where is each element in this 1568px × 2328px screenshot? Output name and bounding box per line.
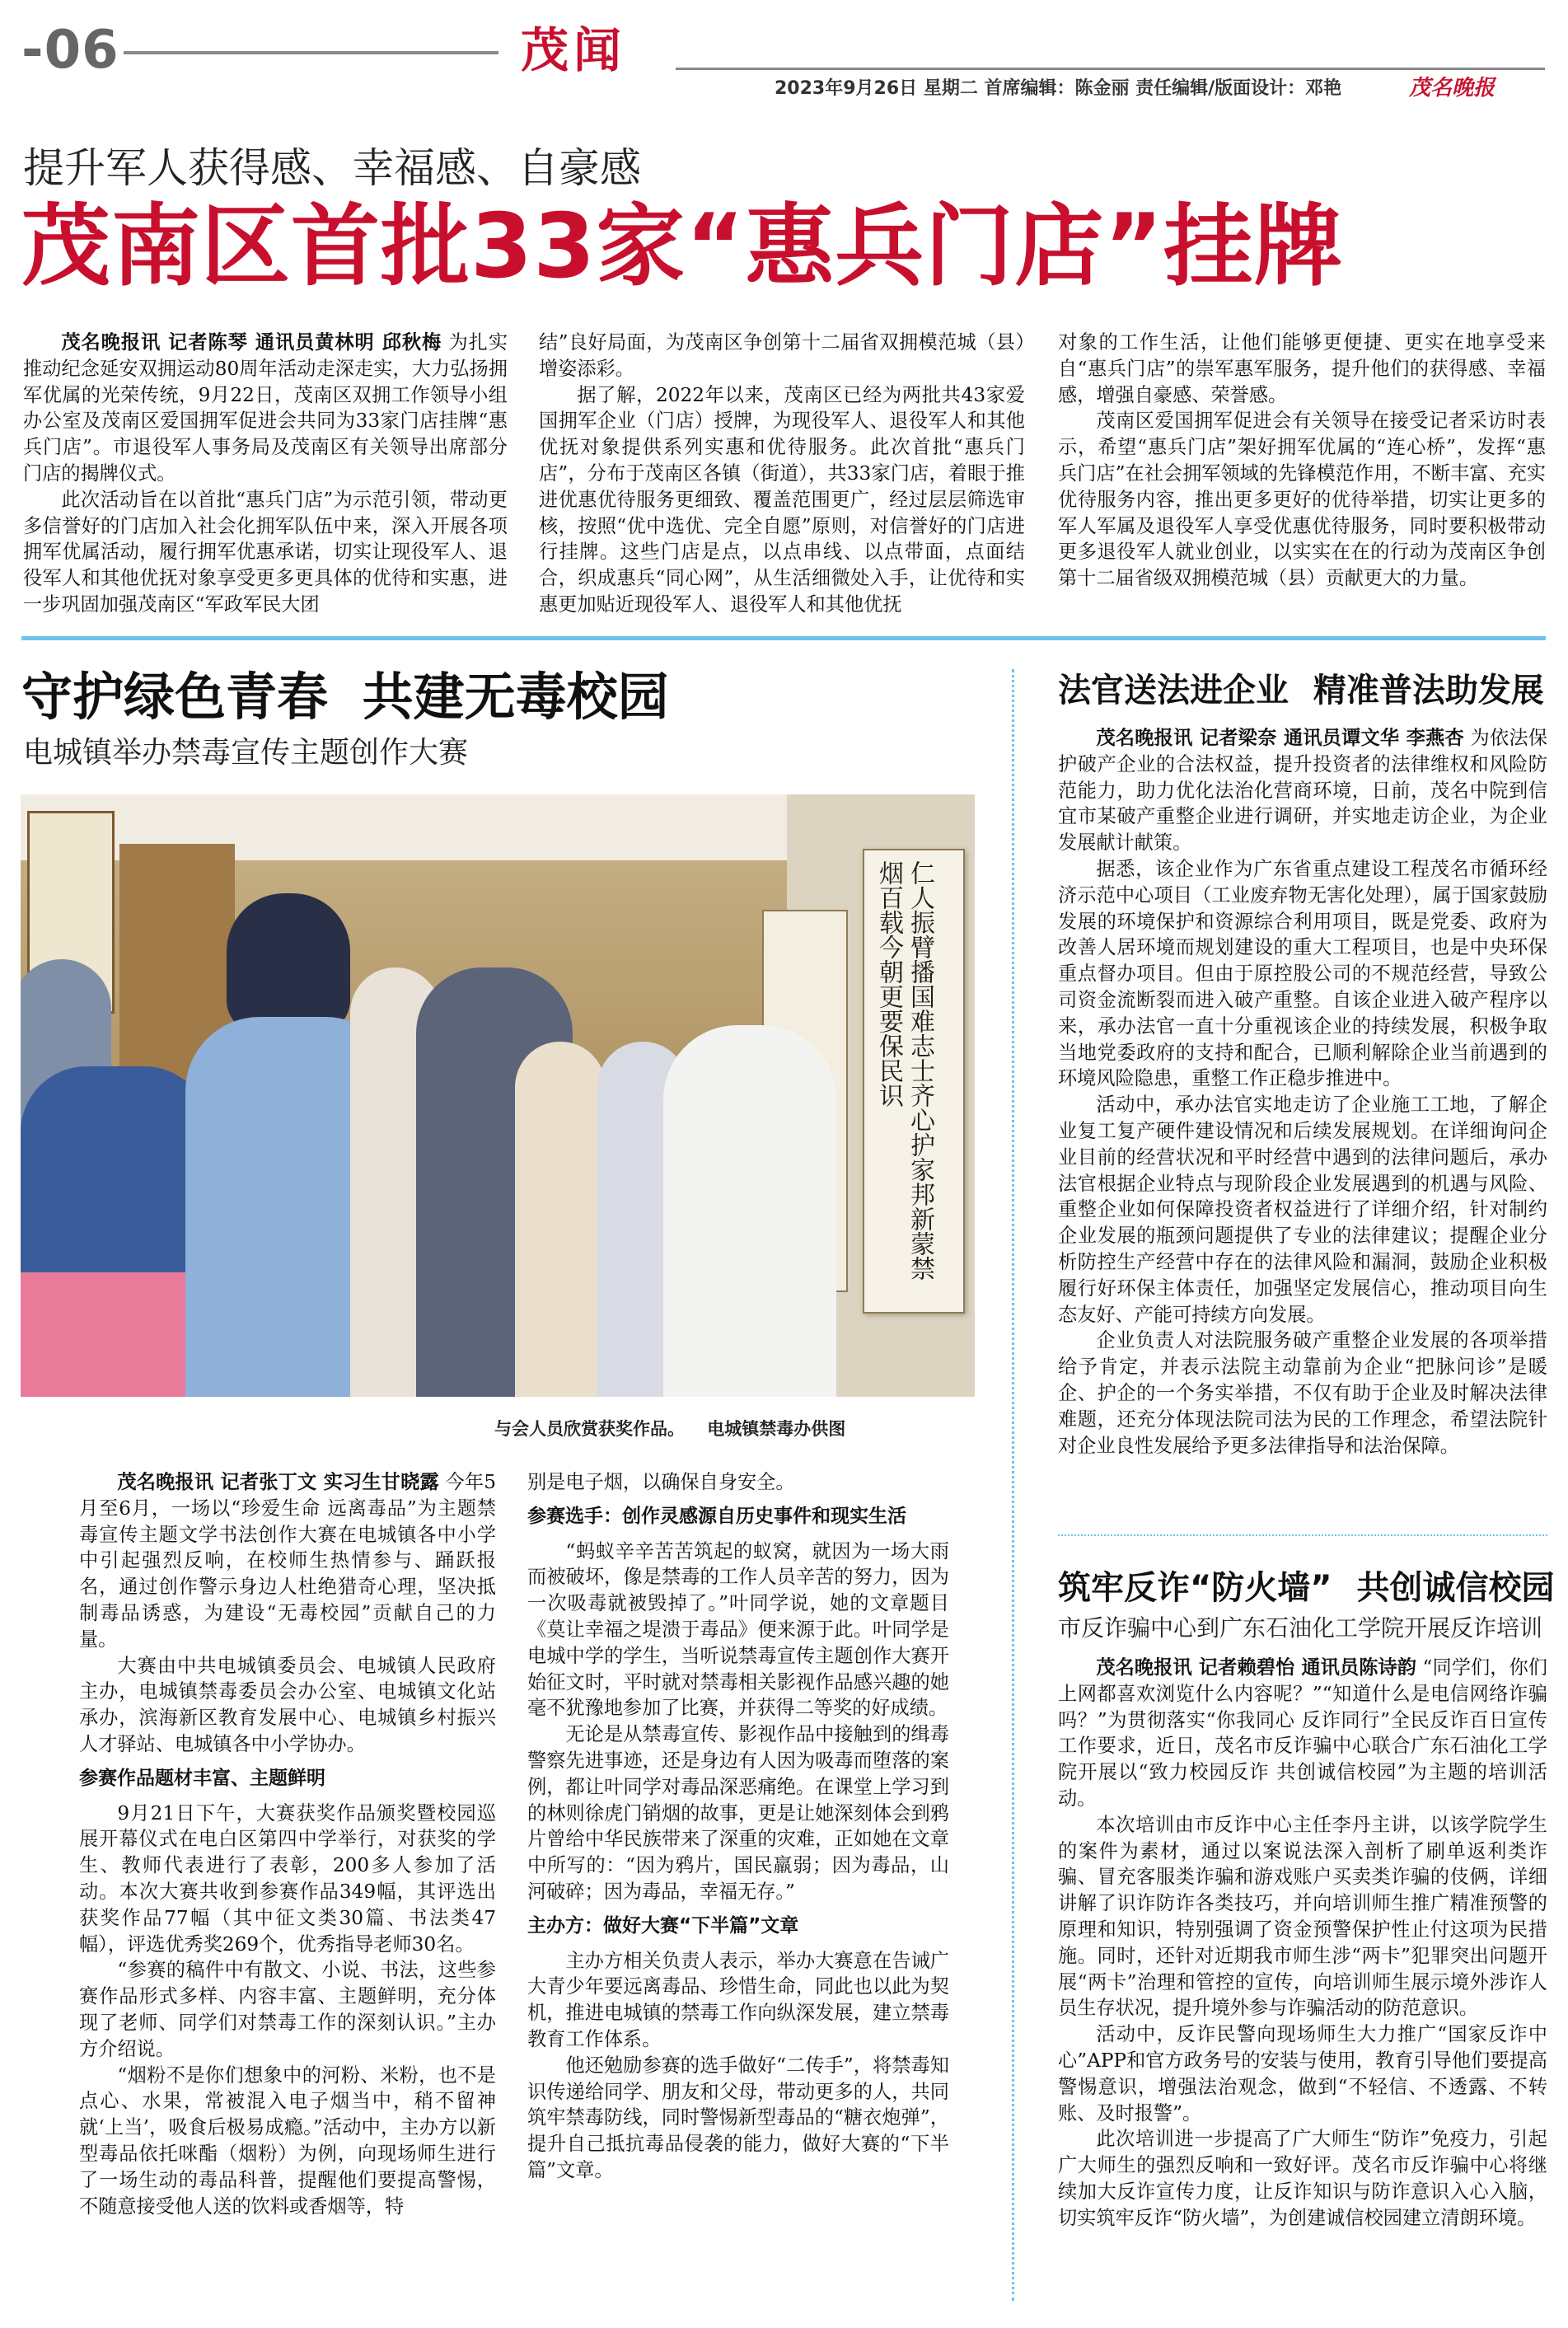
article2-column-2 bbox=[527, 1469, 949, 2184]
lead-paragraph: 据了解，2022年以来，茂南区已经为两批共43家爱国拥军企业（门店）授牌，为现役军人、退役军人和其他优抚对象提供系列实惠和优待服务。此次首批“惠兵门店”，分布于茂南区各镇（街道），共33家门店，着眼于推进优惠优待服务更细致、覆盖范围更广，经过层层筛选审核，按照“优中选优、完全自愿”原则，对信誉好的门店进行挂牌。这些门店是点，以点串线、以点带面，点面结合，织成惠兵“同心网”，从生活细微处入手，让优待和实惠更加贴近现役军人、退役军人和其他优抚 bbox=[539, 383, 1025, 616]
article2-subhead: 参赛选手：创作灵感源自历史事件和现实生活 bbox=[527, 1505, 906, 1527]
section-divider bbox=[21, 636, 1546, 640]
article4-headline: 筑牢反诈“防火墙” 共创诚信校园 bbox=[1058, 1569, 1555, 1607]
article2-paragraph: “参赛的稿件中有散文、小说、书法，这些参赛作品形式多样、内容丰富、主题鲜明，充分体现了老师、同学们对禁毒工作的深刻认识。”主办方介绍说。 bbox=[79, 1959, 496, 2060]
lead-column-1 bbox=[23, 330, 508, 618]
article4-subtitle: 市反诈骗中心到广东石油化工学院开展反诈培训 bbox=[1058, 1614, 1543, 1642]
photo-person bbox=[515, 1042, 606, 1397]
lead-byline: 茂名晚报讯 记者陈琴 通讯员黄林明 邱秋梅 bbox=[61, 331, 442, 354]
brand-logo: 茂名晚报 bbox=[1409, 76, 1495, 101]
article2-paragraph: 9月21日下午，大赛获奖作品颁奖暨校园巡展开幕仪式在电白区第四中学举行，对获奖的学生、教师代表进行了表彰，200多人参加了活动。本次大赛共收到参赛作品349幅，其评选出获奖作品77幅（其中征文类30篇、书法类47幅），评选优秀奖269个，优秀指导老师30名。 bbox=[79, 1801, 496, 1956]
article3-paragraph: 据悉，该企业作为广东省重点建设工程茂名市循环经济示范中心项目（工业废弃物无害化处理），属于国家鼓励发展的环境保护和资源综合利用项目，既是党委、政府为改善人居环境而规划建设的重大工程项目，也是中央环保重点督办项目。但由于原控股公司的不规范经营，导致公司资金流断裂而进入破产重整。自该企业进入破产程序以来，承办法官一直十分重视该企业的持续发展，积极争取当地党委政府的支持和配合，已顺利解除企业当前遇到的环境风险隐患，重整工作正稳步推进中。 bbox=[1058, 857, 1547, 1090]
lead-column-3 bbox=[1058, 330, 1546, 592]
article2-paragraph: 无论是从禁毒宣传、影视作品中接触到的缉毒警察先进事迹，还是身边有人因为吸毒而堕落的案例，都让叶同学对毒品深恶痛绝。在课堂上学习到的林则徐虎门销烟的故事，更是让她深刻体会到鸦片曾给中华民族带来了深重的灾难，正如她在文章中所写的：“因为鸦片，国民羸弱；因为毒品，山河破碎；因为毒品，幸福无存。” bbox=[527, 1723, 949, 1903]
masthead-rule-right bbox=[676, 68, 1545, 70]
article3-end-rule bbox=[1058, 1534, 1547, 1536]
article4-paragraph: 活动中，反诈民警向现场师生大力推广“国家反诈中心”APP和官方政务号的安装与使用，教育引导他们要提高警惕意识，增强法治观念，做到“不轻信、不透露、不转账、及时报警”。 bbox=[1058, 2023, 1547, 2124]
article3-byline: 茂名晚报讯 记者梁奈 通讯员谭文华 李燕杏 bbox=[1096, 727, 1464, 749]
article2-paragraph: “蚂蚁辛辛苦苦筑起的蚁窝，就因为一场大雨而被破坏，像是禁毒的工作人员辛苦的努力，因为一次吸毒就被毁掉了。”叶同学说，她的文章题目《莫让幸福之堤溃于毒品》便来源于此。叶同学是电城中学的学生，当听说禁毒宣传主题创作大赛开始征文时，平时就对禁毒相关影视作品感兴趣的她毫不犹豫地参加了比赛，并获得二等奖的好成绩。 bbox=[527, 1539, 949, 1720]
article2-paragraph: 别是电子烟，以确保自身安全。 bbox=[527, 1471, 795, 1493]
article3-headline: 法官送法进企业 精准普法助发展 bbox=[1058, 672, 1544, 710]
photo-person bbox=[227, 893, 350, 1033]
article2-paragraph: 他还勉励参赛的选手做好“二传手”，将禁毒知识传递给同学、朋友和父母，带动更多的人，共同筑牢禁毒防线，同时警惕新型毒品的“糖衣炮弹”，提升自己抵抗毒品侵袭的能力，做好大赛的“下半篇”文章。 bbox=[527, 2054, 949, 2181]
article3-paragraph: 活动中，承办法官实地走访了企业施工工地，了解企业复工复产硬件建设情况和后续发展规划。在详细询问企业目前的经营状况和平时经营中遇到的法律问题后，承办法官根据企业特点与现阶段企业发展遇到的机遇与风险、重整企业如何保障投资者权益进行了详细介绍，针对制约企业发展的瓶颈问题提供了专业的法律建议；提醒企业分析防控生产经营中存在的法律风险和漏洞，鼓励企业积极履行好环保主体责任，加强坚定发展信心，推动项目向生态友好、产能可持续方向发展。 bbox=[1058, 1094, 1547, 1326]
article2-headline: 守护绿色青春 共建无毒校园 bbox=[21, 667, 669, 727]
article4-paragraph: “同学们，你们上网都喜欢浏览什么内容呢？”“知道什么是电信网络诈骗吗？”为贯彻落实“你我同心 反诈同行”全民反诈百日宣传工作要求，近日，茂名市反诈骗中心联合广东石油化工学院开展以“致力校园反诈 共创诚信校园”为主题的培训活动。 bbox=[1058, 1656, 1547, 1810]
photo-award-exhibition bbox=[21, 794, 975, 1397]
lead-paragraph: 茂南区爱国拥军促进会有关领导在接受记者采访时表示，希望“惠兵门店”架好拥军优属的“连心桥”，发挥“惠兵门店”在社会拥军领域的先锋模范作用，不断丰富、充实优待服务内容，推出更多更好的优待举措，切实让更多的军人军属及退役军人享受优惠优待服务，同时要积极带动更多退役军人就业创业，以实实在在的行动为茂南区争创第十二届省级双拥模范城（县）贡献更大的力量。 bbox=[1058, 410, 1546, 590]
article4-byline: 茂名晚报讯 记者赖碧怡 通讯员陈诗韵 bbox=[1096, 1656, 1417, 1679]
calligraphy-text: 仁人振臂播国难志士齐心护家邦新蒙禁烟百载今朝更要保民识 bbox=[874, 860, 934, 1281]
photo-person bbox=[21, 1272, 185, 1397]
photo-person bbox=[663, 1025, 836, 1397]
article2-subhead: 参赛作品题材丰富、主题鲜明 bbox=[79, 1767, 325, 1789]
article2-subtitle: 电城镇举办禁毒宣传主题创作大赛 bbox=[23, 736, 469, 770]
page-number: -06 bbox=[21, 20, 119, 81]
article3-paragraph: 企业负责人对法院服务破产重整企业发展的各项举措给予肯定，并表示法院主动靠前为企业“把脉问诊”是暖企、护企的一个务实举措，不仅有助于企业及时解决法律难题，还充分体现法院司法为民的工作理念，希望法院针对企业良性发展给予更多法律指导和法治保障。 bbox=[1058, 1329, 1547, 1457]
article4-body bbox=[1058, 1655, 1547, 2232]
article3-body bbox=[1058, 725, 1547, 1459]
article3-paragraph: 为依法保护破产企业的合法权益，提升投资者的法律维权和风险防范能力，助力优化法治化营商环境，日前，茂名中院到信宜市某破产重整企业进行调研，并实地走访企业，为企业发展献计献策。 bbox=[1058, 727, 1548, 855]
lead-paragraph: 为扎实推动纪念延安双拥运动80周年活动走深走实，大力弘扬拥军优属的光荣传统，9月22日，茂南区双拥工作领导小组办公室及茂南区爱国拥军促进会共同为33家门店挂牌“惠兵门店”。市退役军人事务局及茂南区有关领导出席部分门店的揭牌仪式。 bbox=[23, 331, 508, 485]
issue-info: 2023年9月26日 星期二 首席编辑：陈金丽 责任编辑/版面设计：邓艳 bbox=[775, 78, 1342, 99]
lead-column-2 bbox=[539, 330, 1025, 618]
lead-headline: 茂南区首批33家“惠兵门店”挂牌 bbox=[21, 195, 1344, 298]
lead-kicker: 提升军人获得感、幸福感、自豪感 bbox=[23, 144, 641, 192]
article2-paragraph: 今年5月至6月，一场以“珍爱生命 远离毒品”为主题禁毒宣传主题文学书法创作大赛在电城镇各中小学中引起强烈反响，在校师生热情参与、踊跃报名，通过创作警示身边人杜绝猎奇心理，坚决抵制毒品诱惑，为建设“无毒校园”贡献自己的力量。 bbox=[79, 1471, 496, 1651]
photo-caption: 与会人员欣赏获奖作品。 电城镇禁毒办供图 bbox=[494, 1419, 846, 1439]
lead-paragraph: 对象的工作生活，让他们能够更便捷、更实在地享受来自“惠兵门店”的崇军惠军服务，提升他们的获得感、幸福感，增强自豪感、荣誉感。 bbox=[1058, 331, 1546, 406]
article2-paragraph: 大赛由中共电城镇委员会、电城镇人民政府主办，电城镇禁毒委员会办公室、电城镇文化站承办，滨海新区教育发展中心、电城镇乡村振兴人才驿站、电城镇各中小学协办。 bbox=[79, 1654, 496, 1755]
lead-paragraph: 此次活动旨在以首批“惠兵门店”为示范引领，带动更多信誉好的门店加入社会化拥军队伍中来，深入开展各项拥军优属活动，履行拥军优惠承诺，切实让现役军人、退役军人和其他优抚对象享受更多更具体的优待和实惠，进一步巩固加强茂南区“军政军民大团 bbox=[23, 488, 508, 616]
article2-byline: 茂名晚报讯 记者张丁文 实习生甘晓露 bbox=[117, 1471, 439, 1493]
article2-paragraph: 主办方相关负责人表示，举办大赛意在告诫广大青少年要远离毒品、珍惜生命，同此也以此为契机，推进电城镇的禁毒工作向纵深发展，建立禁毒教育工作体系。 bbox=[527, 1949, 949, 2050]
article2-subhead: 主办方：做好大赛“下半篇”文章 bbox=[527, 1914, 799, 1937]
section-label: 茂闻 bbox=[521, 22, 627, 78]
calligraphy-scroll bbox=[863, 849, 965, 1314]
masthead-rule-left bbox=[124, 51, 498, 54]
column-divider bbox=[1012, 669, 1014, 2301]
article4-paragraph: 此次培训进一步提高了广大师生“防诈”免疫力，引起广大师生的强烈反响和一致好评。茂名市反诈骗中心将继续加大反诈宣传力度，让反诈知识与防诈意识入心入脑，切实筑牢反诈“防火墙”，为创建诚信校园建立清朗环境。 bbox=[1058, 2128, 1547, 2229]
article2-paragraph: “烟粉不是你们想象中的河粉、米粉，也不是点心、水果，常被混入电子烟当中，稍不留神就‘上当’，吸食后极易成瘾。”活动中，主办方以新型毒品依托咪酯（烟粉）为例，向现场师生进行了一场生动的毒品科普，提醒他们要提高警惕，不随意接受他人送的饮料或香烟等，特 bbox=[79, 2063, 496, 2218]
article4-paragraph: 本次培训由市反诈中心主任李丹主讲，以该学院学生的案件为素材，通过以案说法深入剖析了刷单返利类诈骗、冒充客服类诈骗和游戏账户买卖类诈骗的伎俩，详细讲解了识诈防诈各类技巧，并向培训师生推广精准预警的原理和知识，特别强调了资金预警保护性止付这项为民措施。同时，还针对近期我市师生涉“两卡”犯罪突出问题开展“两卡”治理和管控的宣传，向培训师生展示境外涉诈人员生存状况，提升境外参与诈骗活动的防范意识。 bbox=[1058, 1813, 1547, 2020]
lead-paragraph: 结”良好局面，为茂南区争创第十二届省双拥模范城（县）增姿添彩。 bbox=[539, 331, 1025, 380]
article2-column-1 bbox=[79, 1469, 496, 2219]
